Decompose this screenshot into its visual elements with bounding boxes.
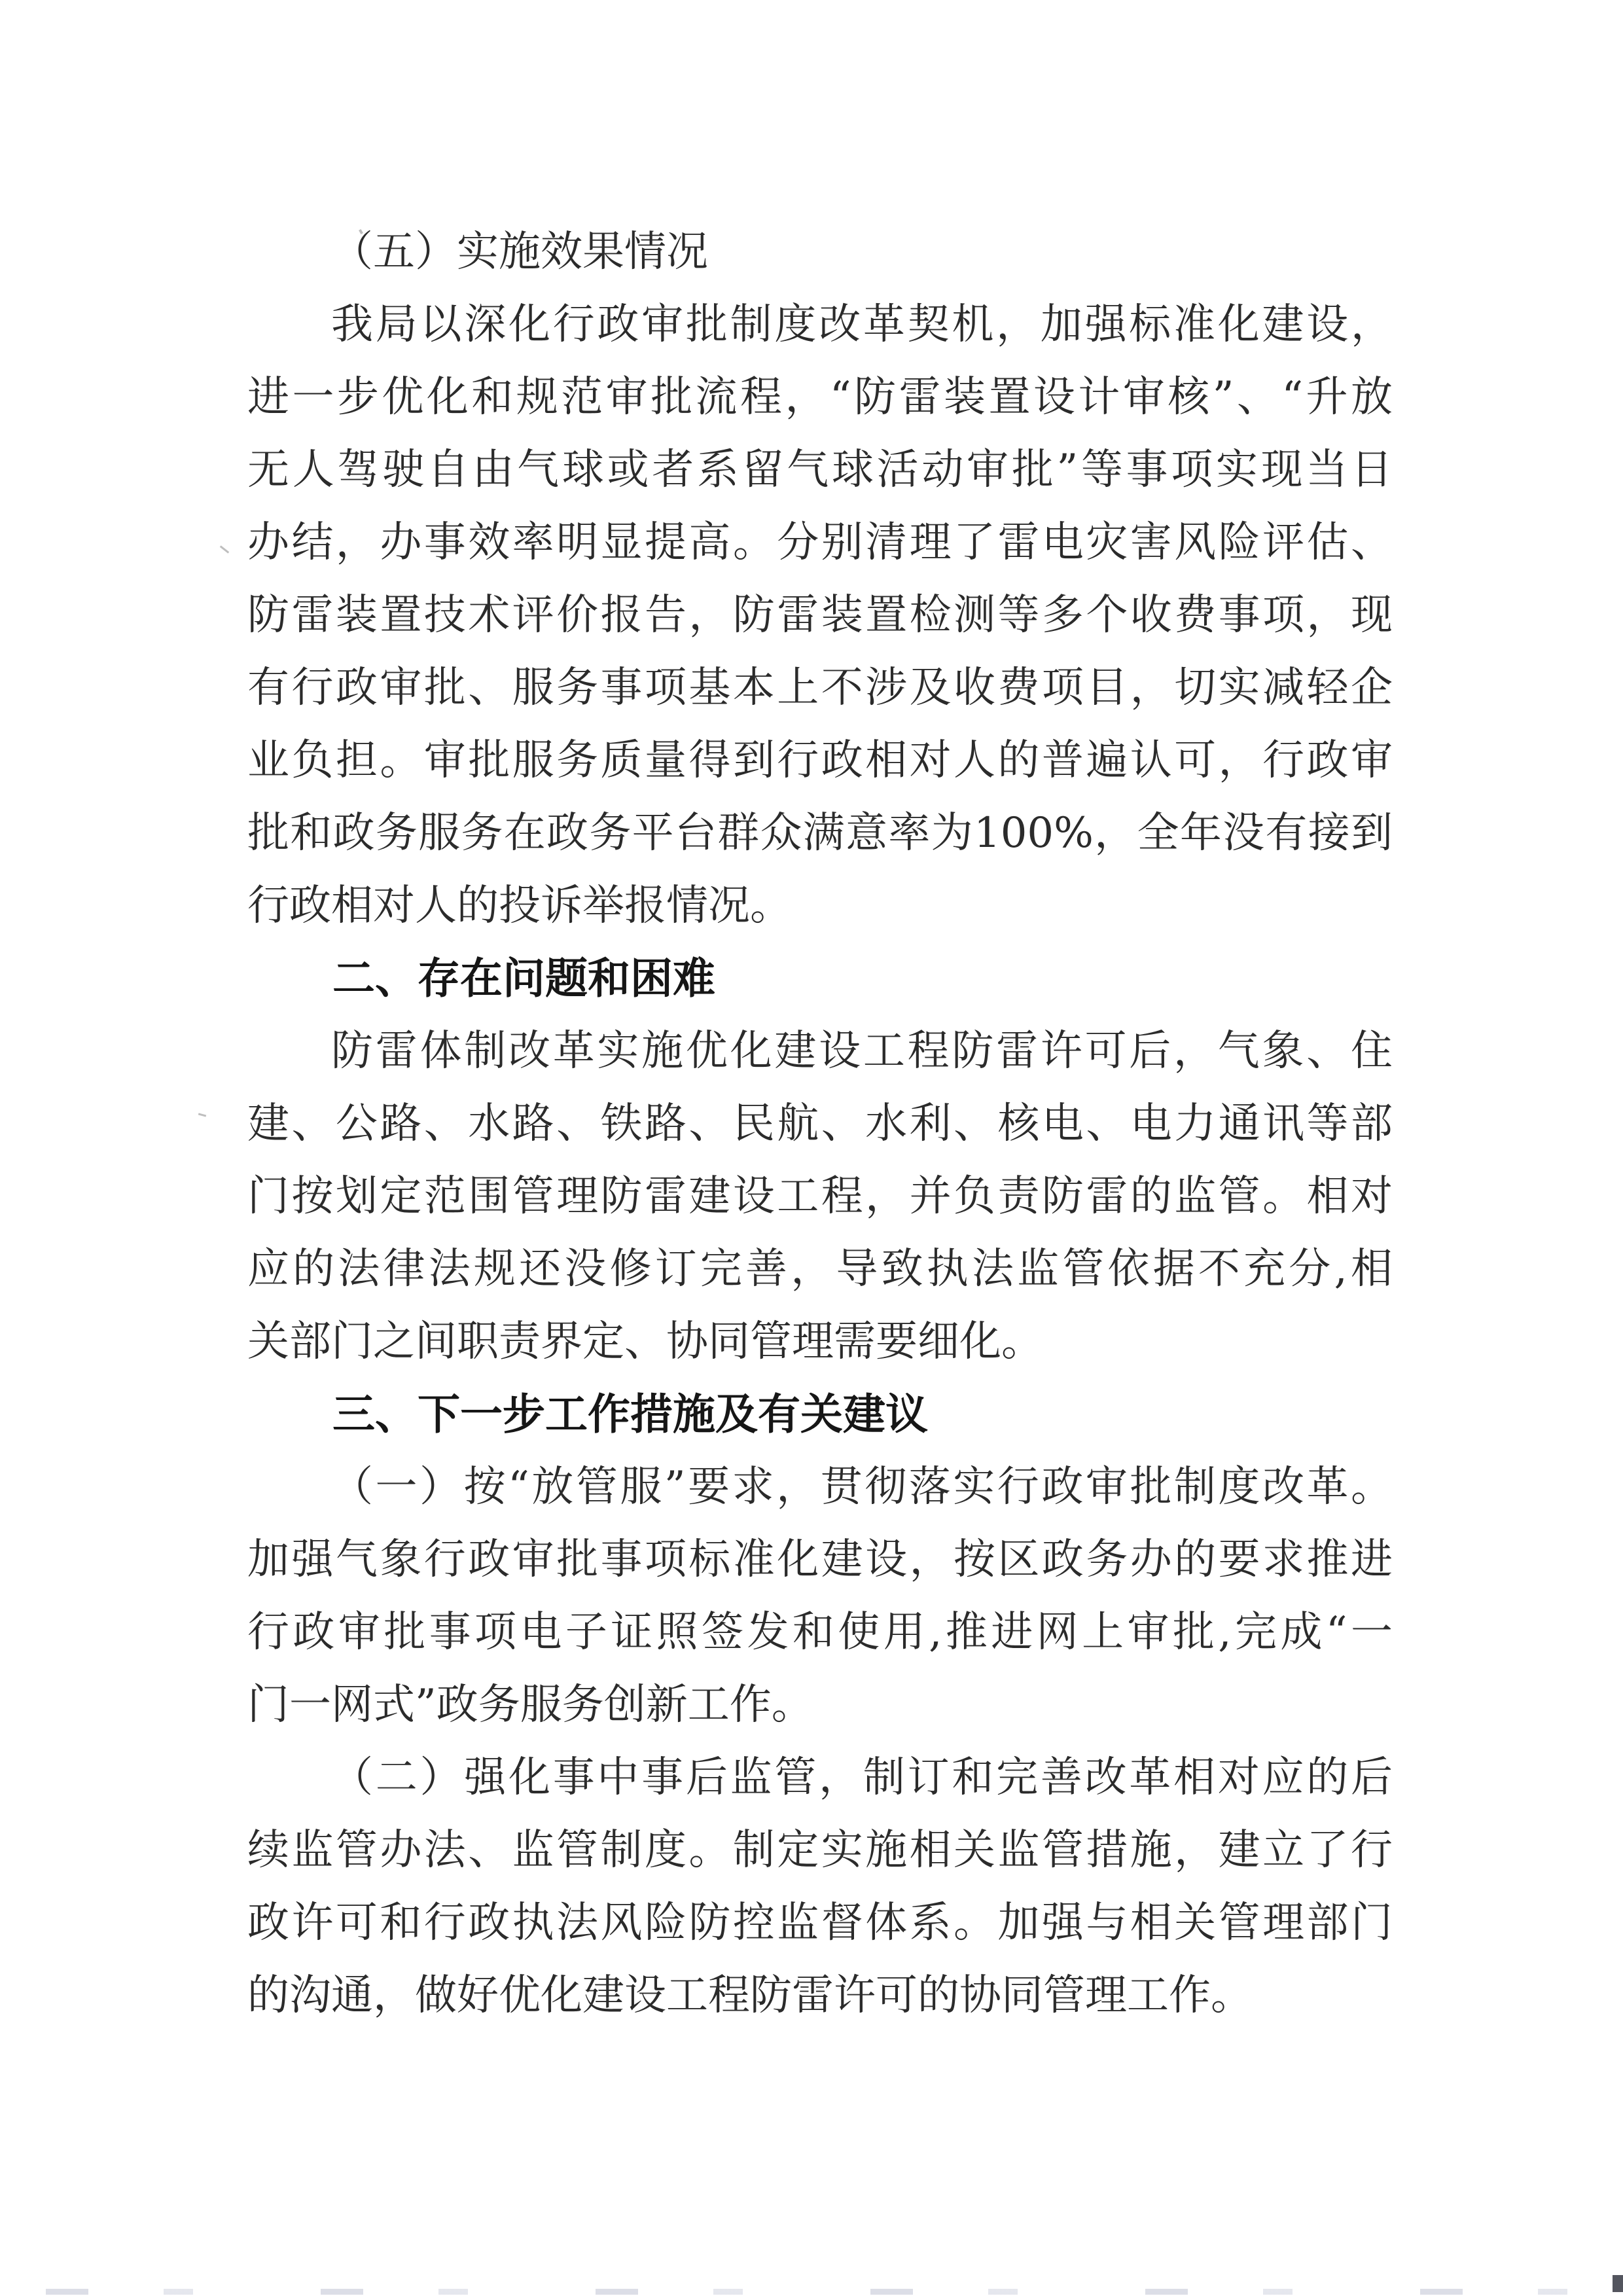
text-line: 的沟通，做好优化建设工程防雷许可的协同管理工作。	[247, 1971, 1253, 2020]
text-line: （一）按“放管服”要求，贯彻落实行政审批制度改革。	[331, 1463, 1393, 1511]
text-line: 加强气象行政审批事项标准化建设，按区政务办的要求推进	[247, 1535, 1393, 1584]
text-line: 防雷体制改革实施优化建设工程防雷许可后，气象、住	[331, 1027, 1393, 1075]
text-line: 业负担。审批服务质量得到行政相对人的普遍认可，行政审	[247, 736, 1393, 785]
text-line: 进一步优化和规范审批流程，“防雷装置设计审核”、“升放	[247, 373, 1393, 422]
text-line: 我局以深化行政审批制度改革契机，加强标准化建设，	[331, 300, 1393, 349]
scan-speck	[220, 545, 229, 553]
scan-artifact-corner-mark	[1613, 2275, 1623, 2292]
section-heading: 三、下一步工作措施及有关建议	[332, 1390, 929, 1439]
text-line: （二）强化事中事后监管，制订和完善改革相对应的后	[331, 1753, 1393, 1802]
text-line: 无人驾驶自由气球或者系留气球活动审批”等事项实现当日	[247, 446, 1393, 494]
scan-artifact-bottom-edge	[0, 2289, 1623, 2295]
text-line: 关部门之间职责界定、协同管理需要细化。	[247, 1318, 1043, 1366]
text-line: 行政审批事项电子证照签发和使用,推进网上审批,完成“一	[247, 1608, 1393, 1657]
text-block	[247, 216, 1393, 2032]
text-line: 办结，办事效率明显提高。分别清理了雷电灾害风险评估、	[247, 518, 1393, 567]
text-line: 行政相对人的投诉举报情况。	[247, 882, 792, 930]
text-line: 政许可和行政执法风险防控监督体系。加强与相关管理部门	[247, 1899, 1393, 1947]
text-line: 批和政务服务在政务平台群众满意率为100%，全年没有接到	[247, 809, 1393, 857]
text-line: 门按划定范围管理防雷建设工程，并负责防雷的监管。相对	[247, 1172, 1393, 1221]
text-line: 防雷装置技术评价报告，防雷装置检测等多个收费事项，现	[247, 591, 1393, 639]
text-line: 续监管办法、监管制度。制定实施相关监管措施，建立了行	[247, 1826, 1393, 1874]
text-line: 建、公路、水路、铁路、民航、水利、核电、电力通讯等部	[247, 1100, 1393, 1148]
text-line: 门一网式”政务服务创新工作。	[247, 1681, 813, 1729]
scan-speck	[198, 1113, 206, 1117]
text-line: 有行政审批、服务事项基本上不涉及收费项目，切实减轻企	[247, 664, 1393, 712]
section-heading: 二、存在问题和困难	[332, 954, 716, 1003]
text-line: 应的法律法规还没修订完善，导致执法监管依据不充分,相	[247, 1245, 1393, 1293]
text-line: （五）实施效果情况	[331, 228, 708, 276]
